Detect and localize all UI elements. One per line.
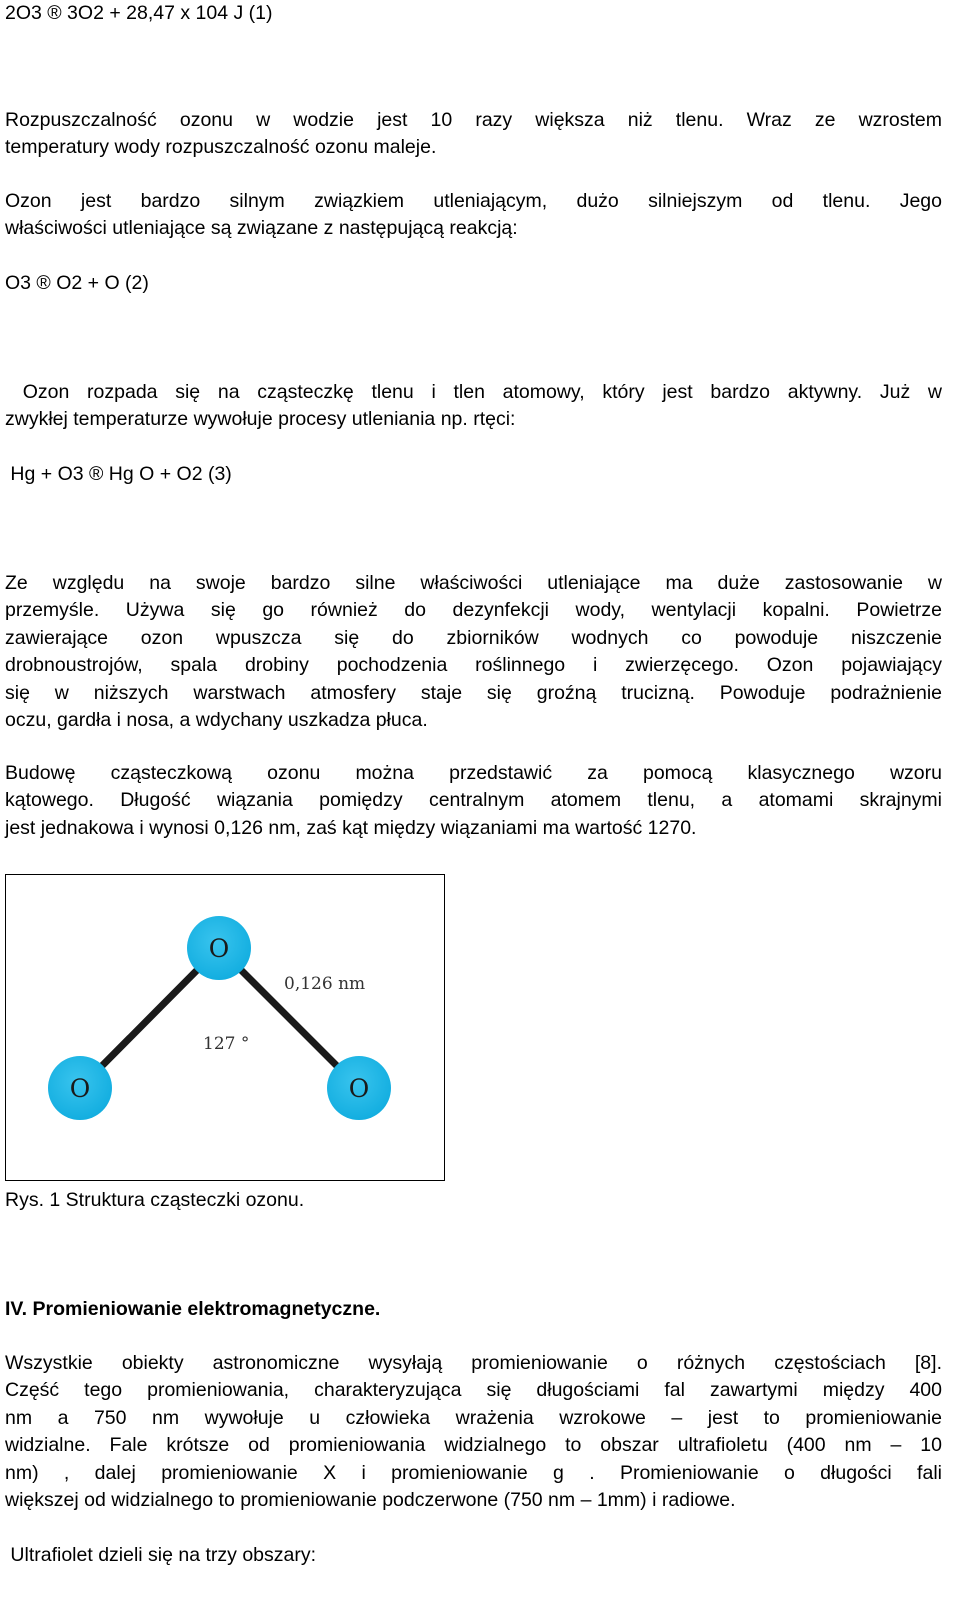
atom-left-label: O <box>69 1074 91 1103</box>
paragraph-line: widzialne. Fale krótsze od promieniowania widzialnego to obszar ultrafioletu (400 nm – 10 <box>5 1434 942 1457</box>
paragraph-line: nm) , dalej promieniowanie X i promieniowanie g . Promieniowanie o długości fali <box>5 1461 942 1484</box>
bond-length-label: 0,126 nm <box>284 974 366 994</box>
bond-angle-label: 127 ° <box>203 1034 250 1054</box>
paragraph-solubility <box>5 107 942 162</box>
paragraph-line: kątowego. Długość wiązania pomiędzy centralnym atomem tlenu, a atomami skrajnymi <box>5 789 942 812</box>
ozone-molecule-diagram <box>6 875 444 1180</box>
paragraph-line: jest jednakowa i wynosi 0,126 nm, zaś kąt między wiązaniami ma wartość 1270. <box>5 816 697 839</box>
paragraph-line: właściwości utleniające są związane z następującą reakcją: <box>5 217 518 240</box>
paragraph-oxidizer <box>5 188 942 243</box>
paragraph-line: Rozpuszczalność ozonu w wodzie jest 10 razy większa niż tlenu. Wraz ze wzrostem <box>5 109 942 131</box>
paragraph-line: Budowę cząsteczkową ozonu można przedstawić za pomocą klasycznego wzoru <box>5 762 942 784</box>
reaction-3: Hg + O3 ® Hg O + O2 (3) <box>5 463 232 485</box>
paragraph-decay <box>5 379 942 434</box>
atom-top-label: O <box>208 934 230 963</box>
paragraph-line: przemyśle. Używa się go również do dezynfekcji wody, wentylacji kopalni. Powietrze <box>5 599 942 622</box>
paragraph-line: drobnoustrojów, spala drobiny pochodzenia roślinnego i zwierzęcego. Ozon pojawiający <box>5 654 942 677</box>
reaction-1: 2O3 ® 3O2 + 28,47 x 104 J (1) <box>5 2 273 24</box>
paragraph-structure <box>5 760 942 842</box>
paragraph-line: temperatury wody rozpuszczalność ozonu maleje. <box>5 136 437 159</box>
paragraph-line: Ozon rozpada się na cząsteczkę tlenu i tlen atomowy, który jest bardzo aktywny. Już w <box>5 381 942 403</box>
paragraph-line: nm a 750 nm wywołuje u człowieka wrażenia wzrokowe – jest to promieniowanie <box>5 1406 942 1429</box>
paragraph-line: Ze względu na swoje bardzo silne właściwości utleniające ma duże zastosowanie w <box>5 572 942 594</box>
paragraph-line: Ozon jest bardzo silnym związkiem utleniającym, dużo silniejszym od tlenu. Jego <box>5 190 942 212</box>
paragraph-line: Część tego promieniowania, charakteryzująca się długościami fal zawartymi między 400 <box>5 1379 942 1402</box>
paragraph-line: oczu, gardła i nosa, a wdychany uszkadza płuca. <box>5 709 428 732</box>
paragraph-line: większej od widzialnego to promieniowanie podczerwone (750 nm – 1mm) i radiowe. <box>5 1489 736 1512</box>
paragraph-radiation <box>5 1350 942 1514</box>
atom-right-label: O <box>348 1074 370 1103</box>
paragraph-line: zwykłej temperaturze wywołuje procesy utleniania np. rtęci: <box>5 408 516 431</box>
paragraph-line: zawierające ozon wpuszcza się do zbiorników wodnych co powoduje niszczenie <box>5 626 942 649</box>
paragraph-line: się w niższych warstwach atmosfery staje się groźną trucizną. Powoduje podrażnienie <box>5 681 942 704</box>
paragraph-line: Wszystkie obiekty astronomiczne wysyłają promieniowanie o różnych częstościach [8]. <box>5 1352 942 1374</box>
ultraviolet-intro: Ultrafiolet dzieli się na trzy obszary: <box>5 1544 317 1566</box>
figure-caption: Rys. 1 Struktura cząsteczki ozonu. <box>5 1189 305 1211</box>
section-heading: IV. Promieniowanie elektromagnetyczne. <box>5 1298 381 1320</box>
paragraph-usage <box>5 570 942 734</box>
ozone-structure-figure <box>5 874 445 1181</box>
reaction-2: O3 ® O2 + O (2) <box>5 272 149 294</box>
